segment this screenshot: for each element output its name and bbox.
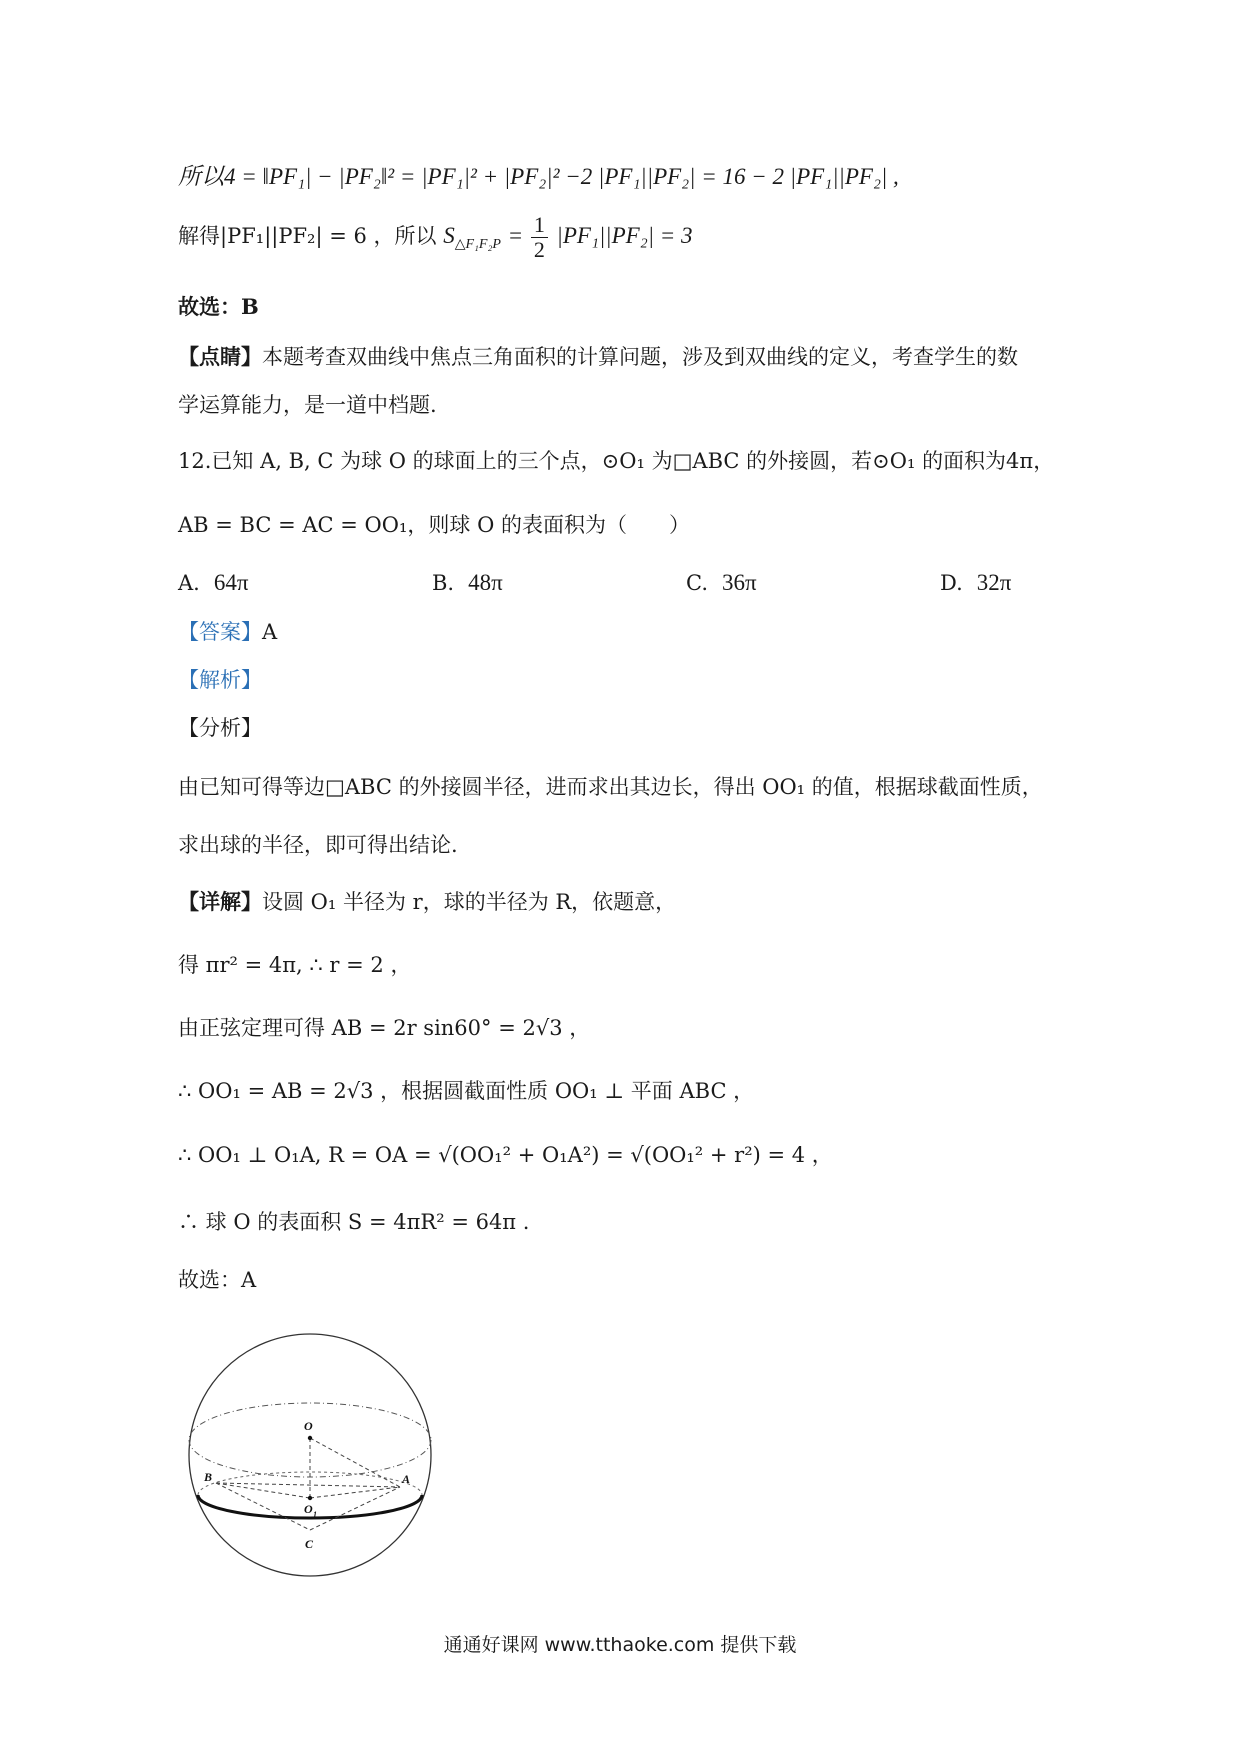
area-subscript: △F₁F₂P [454,237,501,253]
point-o [308,1436,312,1440]
segment-o-a [310,1438,400,1487]
step-4: ∴ OO₁ ⊥ O₁A, R = OA = √(OO₁² + O₁A²) = √(OO₁² + r²) = 4 ， [178,1143,833,1167]
final-answer: 故选：A [178,1268,257,1292]
dianjing-line-2: 学运算能力，是一道中档题. [178,393,437,417]
choice-c [686,568,757,598]
answer-line [178,617,277,647]
line-conclusion-1: 所以4 = ‖PF₁| − |PF₂‖² = |PF₁|² + |PF₂|² −2 |PF₁||PF₂| = 16 − 2 |PF₁||PF₂| , [178,164,899,189]
point-o1 [308,1496,312,1500]
question-12-line-2: AB = BC = AC = OO₁，则球 O 的表面积为（ ） [178,513,690,537]
xiangjie-label: 【详解】 [178,889,262,914]
choice-d [940,568,1011,598]
choice-a-label: A. [178,571,200,595]
choice-b [432,568,503,598]
step-1: 得 πr² = 4π, ∴ r = 2 ， [178,953,412,977]
choice-d-label: D. [940,571,963,595]
choice-d-value: 32π [976,570,1012,595]
area-symbol: S [443,223,455,248]
choice-c-value: 36π [722,570,757,595]
xiangjie-text: 设圆 O₁ 半径为 r，球的半径为 R，依题意， [262,890,677,914]
line-answer-prev: 故选：B [178,294,259,319]
choice-c-label: C. [686,571,708,595]
sphere-figure [180,1325,440,1585]
step-2: 由正弦定理可得 AB = 2r sin60° = 2√3 ， [178,1016,591,1040]
label-o1: O [304,1502,313,1516]
line-conclusion-2 [178,210,693,271]
label-o: O [304,1419,313,1433]
label-o1-subscript: 1 [313,1510,317,1519]
dianjing-text-1: 本题考查双曲线中焦点三角面积的计算问题，涉及到双曲线的定义，考查学生的数 [262,345,1018,369]
segment-c-a [310,1487,400,1530]
line2-rest: |PF₁||PF₂| = 3 [556,223,693,248]
fraction-denominator: 2 [533,237,545,262]
step-3: ∴ OO₁ = AB = 2√3 ，根据圆截面性质 OO₁ ⊥ 平面 ABC ， [178,1079,755,1103]
xiangjie-line [178,887,676,917]
step-5: ∴ 球 O 的表面积 S = 4πR² = 64π . [178,1210,530,1234]
answer-label: 【答案】 [178,620,262,644]
answer-value: A [262,620,278,644]
fenxi-line-2: 求出球的半径，即可得出结论. [178,833,458,857]
segment-b-c [216,1483,310,1530]
choice-b-label: B. [432,571,455,595]
choice-b-value: 48π [468,570,503,595]
segment-b-a [216,1483,400,1487]
line2-text: 解得|PF₁||PF₂| = 6 ，所以 [178,224,437,248]
question-12-line-1: 12.已知 A, B, C 为球 O 的球面上的三个点，⊙O₁ 为□ABC 的外接圆，若⊙O₁ 的面积为4π， [178,449,1055,473]
jiexi-label: 【解析】 [178,668,262,692]
label-c: C [305,1537,314,1551]
label-a: A [402,1472,411,1486]
fenxi-line-1: 由已知可得等边□ABC 的外接圆半径，进而求出其边长，得出 OO₁ 的值，根据球截面性质， [178,775,1043,799]
fraction-half [531,213,548,262]
dianjing-label: 【点睛】 [178,344,262,369]
dianjing-line-1 [178,342,1018,372]
fenxi-label: 【分析】 [178,716,262,740]
choice-a [178,568,248,598]
choice-a-value: 64π [213,570,249,595]
equals-sign: = [507,223,529,248]
fraction-numerator: 1 [531,213,548,238]
label-b: B [204,1470,213,1484]
page-footer: 通通好课网 www.tthaoke.com 提供下载 [443,1634,797,1656]
segment-o1-a [310,1487,400,1498]
